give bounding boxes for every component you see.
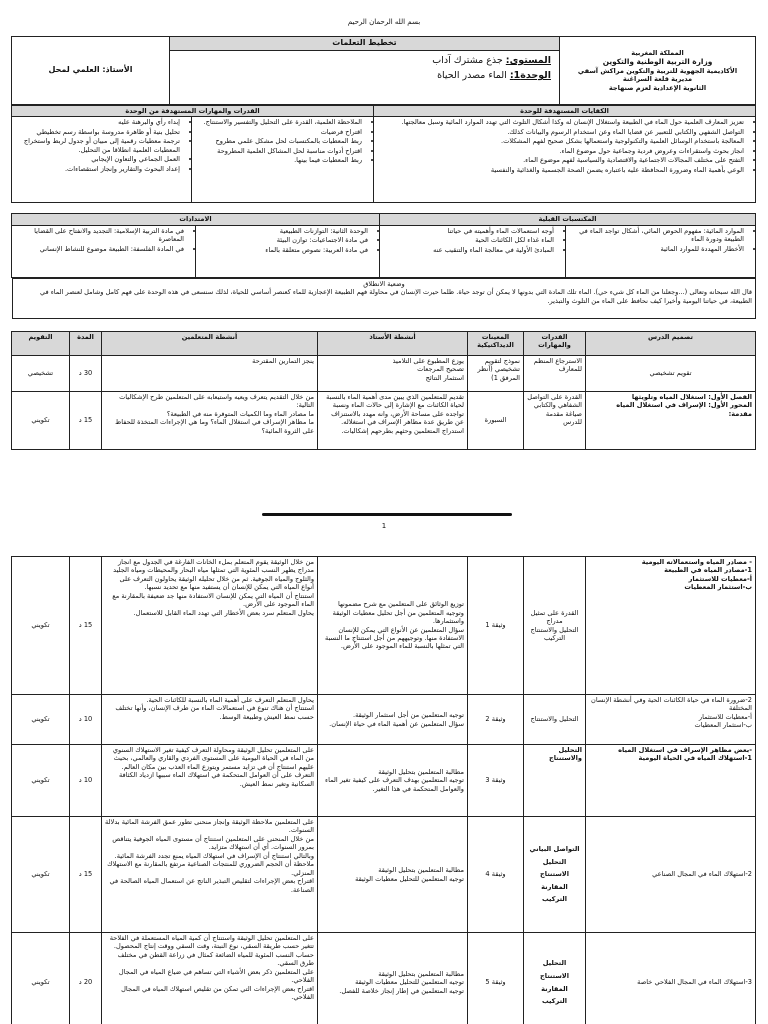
cell-aids: وثيقة 3 — [468, 745, 524, 817]
target-competencies-list — [374, 117, 756, 203]
footer-rule — [262, 513, 512, 516]
cell-aids: وثيقة 4 — [468, 817, 524, 933]
cell-time: 15 د — [70, 391, 102, 449]
extension-item: • في المادة الفلسفة: الطبيعة موضوع للنشاط الإنساني — [15, 245, 184, 253]
ministry-block — [560, 37, 756, 105]
cell-skills: التواصل البياني التحليل الاستنتاج المقارنة التركيب — [524, 817, 586, 933]
table-row — [12, 391, 756, 449]
prior-list-1 — [566, 225, 756, 277]
competency-item: • انجاز بحوث واستقراءات وعروض فردية وجماعية حول موضوع الماء. — [377, 147, 744, 155]
cell-time: 20 د — [70, 933, 102, 1024]
extension-item: • في مادة التربية الإسلامية: التجديد والانفتاح على القضايا المعاصرة — [15, 227, 184, 244]
prior-item: • أوجه استعمالات الماء وأهميته في حياتنا — [383, 227, 554, 235]
competency-item: • التواصل الشفهي والكتابي للتعبير عن قضايا الماء وعن استخدام الرسوم والبيانات كذلك. — [377, 128, 744, 136]
table-row — [12, 557, 756, 695]
page-1 — [12, 36, 756, 450]
target-competencies-title: الكفايات المستهدفة للوحدة — [374, 106, 756, 117]
cell-teacher: توزيع الوثائق على المتعلمين مع شرح مضمونها وتوجيه المتعلمين من أجل تحليل معطيات الوثيقة واستثمارها. سؤال المتعلمين عن الأنواع التي يمكن للإنسان الاستفادة منها. وتوجيههم من أجل استنتاج ما النسبة التي تمثلها بالنسبة للماء الموجود على الأرض. — [318, 557, 468, 695]
col-learners: أنشطة المتعلمين — [102, 331, 318, 355]
competency-item: • الوعي بأهمية الماء وضرورة المحافظة عليه باعتباره يضمن الصحة الجسمية والغذائية والنفسية — [377, 166, 744, 174]
cell-learners: من خلال الوثيقة يقوم المتعلم بملء الخانات الفارغة في الجدول مع انجاز مدراج يظهر النسب المئوية التي تمثلها مياه البحار والمحيطات ومياه الجليد والثلوج والمياه الجوفية. ثم من خلال تحليله الوثيقة يحاولون التعرف على أنواع المياه التي يمكن للإنسان أن يستفيد منها مع تحديد نسبها. استنتاج أن المياه التي يمكن للإنسان الاستفادة منها جد ضعيفة بالمقارنة مع الماء الموجود على الأرض. يحاول المتعلم سرد بعض الأخطار التي تهدد الماء القابل للاستعمال. — [102, 557, 318, 695]
skill-item: • ربط المعطيات فيما بينها. — [195, 156, 362, 164]
col-teacher: أنشطة الأستاذ — [318, 331, 468, 355]
level-value: جذع مشترك آداب — [432, 55, 506, 66]
cell-time: 10 د — [70, 745, 102, 817]
cell-learners: يحاول المتعلم التعرف على أهمية الماء بالنسبة للكائنات الحية. استنتاج أن هناك تنوع في استعمالات الماء من طرف الإنسان، وأنها تختلف حسب نمط العيش وطبيعة الوسط. — [102, 695, 318, 745]
cell-design: تقويم تشخيصي — [586, 355, 756, 391]
skill-item: • الملاحظة العلمية، القدرة على التحليل والتفسير والاستنتاج. — [195, 118, 362, 126]
competency-item: • التفتح على مختلف المجالات الاجتماعية والاقتصادية والسياسية لفهم موضوع الماء. — [377, 156, 744, 164]
cell-design: 3-استهلاك الماء في المجال الفلاحي خاصة — [586, 933, 756, 1024]
lesson-table — [11, 331, 756, 450]
cell-learners: على المتعلمين تحليل الوثيقة واستنتاج أن كمية المياه المستعملة في الفلاحة تتغير حسب طريقة السقي، نوع النبتة، وقت السقي ووقت إنتاج المحصول. حساب النسب المئوية للمياه الضائعة كمثال في زراعة القطن في مختلف طرق السقي. على المتعلمين ذكر بعض الأشياء التي تساهم في ضياع المياه في المجال الفلاحي. اقتراح بعض الإجراءات التي تمكن من تقليص استهلاك المياه في المجال الفلاحي. — [102, 933, 318, 1024]
ministry-line-1: وزارة التربية الوطنية والتكوين — [602, 57, 713, 67]
cell-teacher: توجيه المتعلمين من أجل استثمار الوثيقة. سؤال المتعلمين عن أهمية الماء في حياة الإنسان. — [318, 695, 468, 745]
cell-design: 2-استهلاك الماء في المجال الصناعي — [586, 817, 756, 933]
extension-item: • في مادة العربية: نصوص متعلقة بالماء — [199, 246, 368, 254]
cell-design: الفصل الأول: استغلال المياه وتلويثها المحور الأول: الإسراف في استغلال المياه مقدمة: — [586, 391, 756, 449]
ministry-line-0: المملكة المغربية — [631, 48, 684, 57]
table-row — [12, 817, 756, 933]
unit-value: الماء مصدر الحياة — [437, 70, 510, 82]
skill-item: • العمل الجماعي والتعاون الإيجابي — [15, 155, 180, 163]
table-row — [12, 745, 756, 817]
situation-table — [12, 278, 756, 319]
cell-skills: التحليل والاستنتاج — [524, 695, 586, 745]
cell-aids: السبورة — [468, 391, 524, 449]
cell-skills: التحليل الاستنتاج المقارنة التركيب — [524, 933, 586, 1024]
col-time: المدة — [70, 331, 102, 355]
cell-teacher: مطالبة المتعلمين بتحليل الوثيقة توجيه المتعلمين للتحليل معطيات الوثيقة توجيه المتعلمين في إطار إنجاز خلاصة للفصل. — [318, 933, 468, 1024]
prior-extensions-table — [11, 213, 756, 277]
prior-item: • الماء غذاء لكل الكائنات الحية — [383, 236, 554, 244]
competency-item: • المعالجة باستخدام الوسائل العلمية والتكنولوجية واستعمالها بشكل صحيح لفهم المشكلات. — [377, 137, 744, 145]
page-number: 1 — [381, 522, 387, 530]
header-table — [11, 36, 756, 105]
cell-eval: تكويني — [12, 695, 70, 745]
skill-item: • اقتراح أدوات مناسبة لحل المشاكل العلمية المطروحة — [195, 147, 362, 155]
ministry-line-3: مديرية قلعة السراغنة — [622, 75, 693, 84]
cell-aids: وثيقة 2 — [468, 695, 524, 745]
cell-learners: من خلال التقديم يتعرف ويعيه واستيعابه على المتعلمين طرح الإشكاليات التالية: ما مصادر الماء وما الكميات المتوفرة منه في الطبيعة؟ ما مظاهر الإسراف في استغلال الماء؟ وما هي الإجراءات المتخذة للحفاظ على الثروة المائية؟ — [102, 391, 318, 449]
lesson-table-continued — [11, 556, 756, 1024]
skill-item: • إعداد البحوث والتقارير وإنجاز استقصاءات. — [15, 165, 180, 173]
prior-knowledge-title: المكتسبات القبلية — [379, 214, 755, 225]
cell-aids: وثيقة 5 — [468, 933, 524, 1024]
cell-learners: على المتعلمين ملاحظة الوثيقة وإنجاز منحنى تطور عمق الفرشة المائية بدلالة السنوات. من خلال المنحنى على المتعلمين استنتاج أن مستوى المياه الجوفية يتناقص بمرور السنوات. أي أن استهلاك متزايد. وبالتالي استنتاج أن الإسراف في استهلاك المياه يمنع تجدد الفرشة المائية. ملاحظة أن الحجم الضروري للمنتجات الصناعية مرتفع بالمقارنة مع الاستهلاك المنزلي. اقتراح بعض الإجراءات لتقليص التبذير الناتج عن استعمال المياه الصالحة في الصناعة. — [102, 817, 318, 933]
cell-eval: تكويني — [12, 391, 70, 449]
skill-item: • إبداء رأي والبرهنة عليه — [15, 118, 180, 126]
cell-time: 10 د — [70, 695, 102, 745]
cell-eval: تكويني — [12, 817, 70, 933]
cell-skills: الاسترجاع المنظم للمعارف — [524, 355, 586, 391]
competencies-table — [11, 105, 756, 203]
skills-list-2 — [11, 117, 191, 203]
col-design: تصميم الدرس — [586, 331, 756, 355]
col-aids: المعينات الديداكتيكية — [468, 331, 524, 355]
cell-design: 2-ضرورة الماء في حياة الكائنات الحية وفي أنشطة الإنسان المختلفة أ-معطيات للاستثمار ب-استثمار المعطيات — [586, 695, 756, 745]
ministry-line-4: الثانوية الإعدادية لعزم صنهاجة — [608, 83, 707, 92]
table-row — [12, 933, 756, 1024]
cell-aids: وثيقة 1 — [468, 557, 524, 695]
cell-skills: القدرة على تمثيل مدراج التحليل والاستنتاج التركيب — [524, 557, 586, 695]
page-2 — [12, 556, 756, 1024]
cell-time: 30 د — [70, 355, 102, 391]
cell-eval: تكويني — [12, 933, 70, 1024]
table-row — [12, 355, 756, 391]
prior-item: • الموارد المائية: مفهوم الحوض المائي، أشكال تواجد الماء في الطبيعة ودورة الماء — [569, 227, 744, 244]
cell-learners: ينجز التمارين المقترحة — [102, 355, 318, 391]
skill-item: • ربط المعطيات بالمكتسبات لحل مشكل علمي مطروح — [195, 137, 362, 145]
skill-item: • تحليل بنية أو ظاهرة مدروسة بواسطة رسم تخطيطي — [15, 128, 180, 136]
prior-item: • المبادئ الأولية في معالجة الماء والتنقيب عنه — [383, 246, 554, 254]
cell-time: 15 د — [70, 817, 102, 933]
level-label: المستوى: — [505, 55, 551, 66]
cell-teacher: يوزع المطبوع على التلاميذ تصحيح المرجعات استثمار النتائج — [318, 355, 468, 391]
cell-time: 15 د — [70, 557, 102, 695]
cell-eval: تشخيصي — [12, 355, 70, 391]
ministry-line-2: الأكاديمية الجهوية للتربية والتكوين مراكش آسفي — [577, 66, 738, 75]
skills-list-1 — [192, 117, 374, 203]
teacher-name: الأستاذ: العلمي لمحل — [12, 37, 170, 105]
extensions-list-1 — [195, 225, 379, 277]
table-row — [12, 695, 756, 745]
cell-aids: نموذج لتقويم تشخيصي (أنظر المرفق 1) — [468, 355, 524, 391]
cell-eval: تكويني — [12, 745, 70, 817]
cell-learners: على المتعلمين تحليل الوثيقة ومحاولة التعرف كيفية تغير الاستهلاك السنوي من الماء في الحياة اليومية على المستوى الفردي والقاري والعالمي، بحيث عليهم استنتاج أن في تزايد مستمر ويتوزع الماء العذب بين مكان العالم. التعرف على أن العوامل المتحكمة في استهلاك الماء سببها ازدياد الكثافة السكانية وتغير نمط العيش. — [102, 745, 318, 817]
cell-teacher: مطالبة المتعلمين بتحليل الوثيقة توجيه المتعلمين بهدف التعرف على كيفية تغير الماء والعوامل المتحكمة في هذا التغير. — [318, 745, 468, 817]
extension-item: • في مادة الاجتماعيات: توازن البيئة — [199, 236, 368, 244]
cell-design: -بعض مظاهر الإسراف في استغلال المياه 1-استهلاك المياه في الحياة اليومية — [586, 745, 756, 817]
competency-item: • تعزيز المعارف العلمية حول الماء في الطبيعة واستغلال الإنسان له وكذا أشكال التلوث التي تهدد الموارد المائية وسبل معالجتها. — [377, 118, 744, 126]
cell-skills: التحليل والاستنتاج — [524, 745, 586, 817]
cell-teacher: مطالبة المتعلمين بتحليل الوثيقة توجيه المتعلمين للتحليل معطيات الوثيقة — [318, 817, 468, 933]
cell-teacher: تقديم للمتعلمين الذي يبين مدى أهمية الماء بالنسبة لحياة الكائنات مع الإشارة إلى حالات الماء ونسبة تواجده على مساحة الأرض، وانه مهدد بالاستنزاف عن طريق عدة مظاهر الإسراف في استغلاله. استدراج المتعلمين وحثهم بطرحهم إشكاليات. — [318, 391, 468, 449]
col-eval: التقويم — [12, 331, 70, 355]
extensions-list-2 — [11, 225, 195, 277]
situation-text: قال الله سبحانه وتعالى (...وجعلنا من الماء كل شيء حي). الماء تلك المادة التي بدونها لا يمكن أن توجد حياة. ظلما حيرت الإنسان في محاولة فهم الطبيعة الإعجازية للماء كعنصر أساسي للحياة، لذلك سنسعى في هذه الوحدة على فهم كامل وشامل لعنصر الماء في الطبيعة، في حياتنا اليومية وأخيرا كيف نحافظ على الماء من التلوث والتبذير. — [39, 288, 752, 305]
prior-item: • الأخطار المهددة للموارد المائية — [569, 245, 744, 253]
unit-label: الوحدة1: — [509, 70, 551, 82]
target-skills-title: القدرات والمهارات المستهدفة من الوحدة — [11, 106, 373, 117]
cell-skills: القدرة على التواصل الشفاهي والكتابي صياغة مقدمة للدرس — [524, 391, 586, 449]
skill-item: • اقتراح فرضيات — [195, 128, 362, 136]
plan-title: تخطيط التعلمات — [170, 37, 560, 51]
bismillah: بسم الله الرحمان الرحيم — [347, 18, 421, 26]
cell-eval: تكويني — [12, 557, 70, 695]
skill-item: • ترجمة معطيات رقمية إلى مبيان أو جدول لربط واستخراج المعطيات العلمية انطلاقا من التحليل. — [15, 137, 180, 154]
extension-item: • الوحدة الثانية: التوازنات الطبيعية — [199, 227, 368, 235]
situation-title: وضعية الانطلاق — [363, 279, 405, 288]
prior-list-2 — [379, 225, 565, 277]
extensions-title: الامتدادات — [11, 214, 379, 225]
level-unit-block — [170, 51, 560, 105]
col-skills: القدرات والمهارات — [524, 331, 586, 355]
cell-design: - مصادر المياه واستعمالاته اليومية 1-مصادر المياه في الطبيعة أ-معطيات للاستثمار ب-استثمار المعطيات — [586, 557, 756, 695]
situation-block — [13, 278, 756, 318]
